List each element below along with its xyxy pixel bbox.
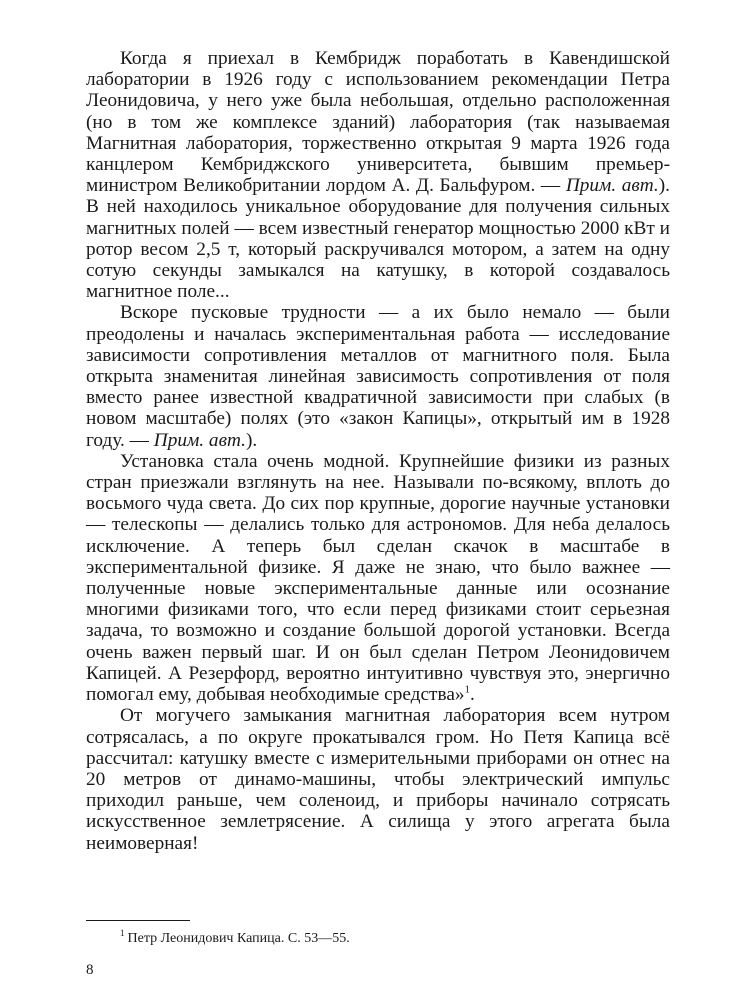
footnote-marker: 1 xyxy=(120,928,125,939)
footnote xyxy=(120,928,350,947)
paragraph-1-author-note: Прим. авт. xyxy=(565,175,659,197)
paragraph-3 xyxy=(86,451,670,705)
page-number: 8 xyxy=(86,962,94,978)
paragraph-2-text: Вскоре пусковые трудности — а их было немало — были преодолены и началась экспериментальная работа — исследование зависимости сопротивления металлов от магнитного поля. Была открыта знаменитая линейная зависимость сопротивления от поля вместо ранее известной квадратичной зависимости при слабых (в новом масштабе) полях (это «закон Капицы», открытый им в 1928 году. — xyxy=(86,302,670,451)
paragraph-2-text-after: ). xyxy=(245,429,258,451)
paragraph-2 xyxy=(86,302,670,450)
page-body xyxy=(86,48,670,854)
paragraph-4 xyxy=(86,705,670,853)
footnote-text: Петр Леонидович Капица. С. 53—55. xyxy=(127,931,350,946)
paragraph-1-text: Когда я приехал в Кембридж поработать в Кавендишской лаборатории в 1926 году с использованием рекомендации Петра Леонидовича, у него уже была небольшая, отдельно расположенная (но в том же комплексе зданий) лаборатория (так называемая Магнитная лаборатория, торжественно открытая 9 марта 1926 года канцлером Кембриджского университета, бывшим премьер-министром Великобритании лордом А. Д. Бальфуром. — xyxy=(86,48,670,197)
paragraph-4-text: От могучего замыкания магнитная лаборатория всем нутром сотрясалась, а по округе прокатывался гром. Но Петя Капица всё рассчитал: катушку вместе с измерительными приборами он отнес на 20 метров от динамо-машины, чтобы электрический импульс приходил раньше, чем соленоид, и приборы начинало сотрясать искусственное землетрясение. А силища у этого агрегата была неимоверная! xyxy=(86,705,670,854)
paragraph-1 xyxy=(86,48,670,302)
paragraph-3-text: Установка стала очень модной. Крупнейшие физики из разных стран приезжали взглянуть на нее. Называли по-всякому, вплоть до восьмого чуда света. До сих пор крупные, дорогие научные установки — телескопы — делались только для астрономов. Для неба делалось исключение. А теперь был сделан скачок в масштабе в экспериментальной физике. Я даже не знаю, что было важнее — полученные новые экспериментальные данные или осознание многими физиками того, что если перед физиками стоит серьезная задача, то возможно и создание большой дорогой установки. Всегда очень важен первый шаг. И он был сделан Петром Леонидовичем Капицей. А Резерфорд, вероятно интуитивно чувствуя это, энергично помогал ему, добывая необходимые средства» xyxy=(86,450,670,706)
footnote-reference: 1 xyxy=(464,683,471,696)
paragraph-2-author-note: Прим. авт. xyxy=(153,429,246,451)
paragraph-1-text-after: ). В ней находилось уникальное оборудование для получения сильных магнитных полей — всем известный генератор мощностью 2000 кВт и ротор весом 2,5 т, который раскручивался мотором, а затем на одну сотую секунды замыкался на катушку, в которой создавалось магнитное поле... xyxy=(86,175,670,303)
footnote-divider xyxy=(86,920,190,921)
paragraph-3-text-after: . xyxy=(470,684,475,706)
